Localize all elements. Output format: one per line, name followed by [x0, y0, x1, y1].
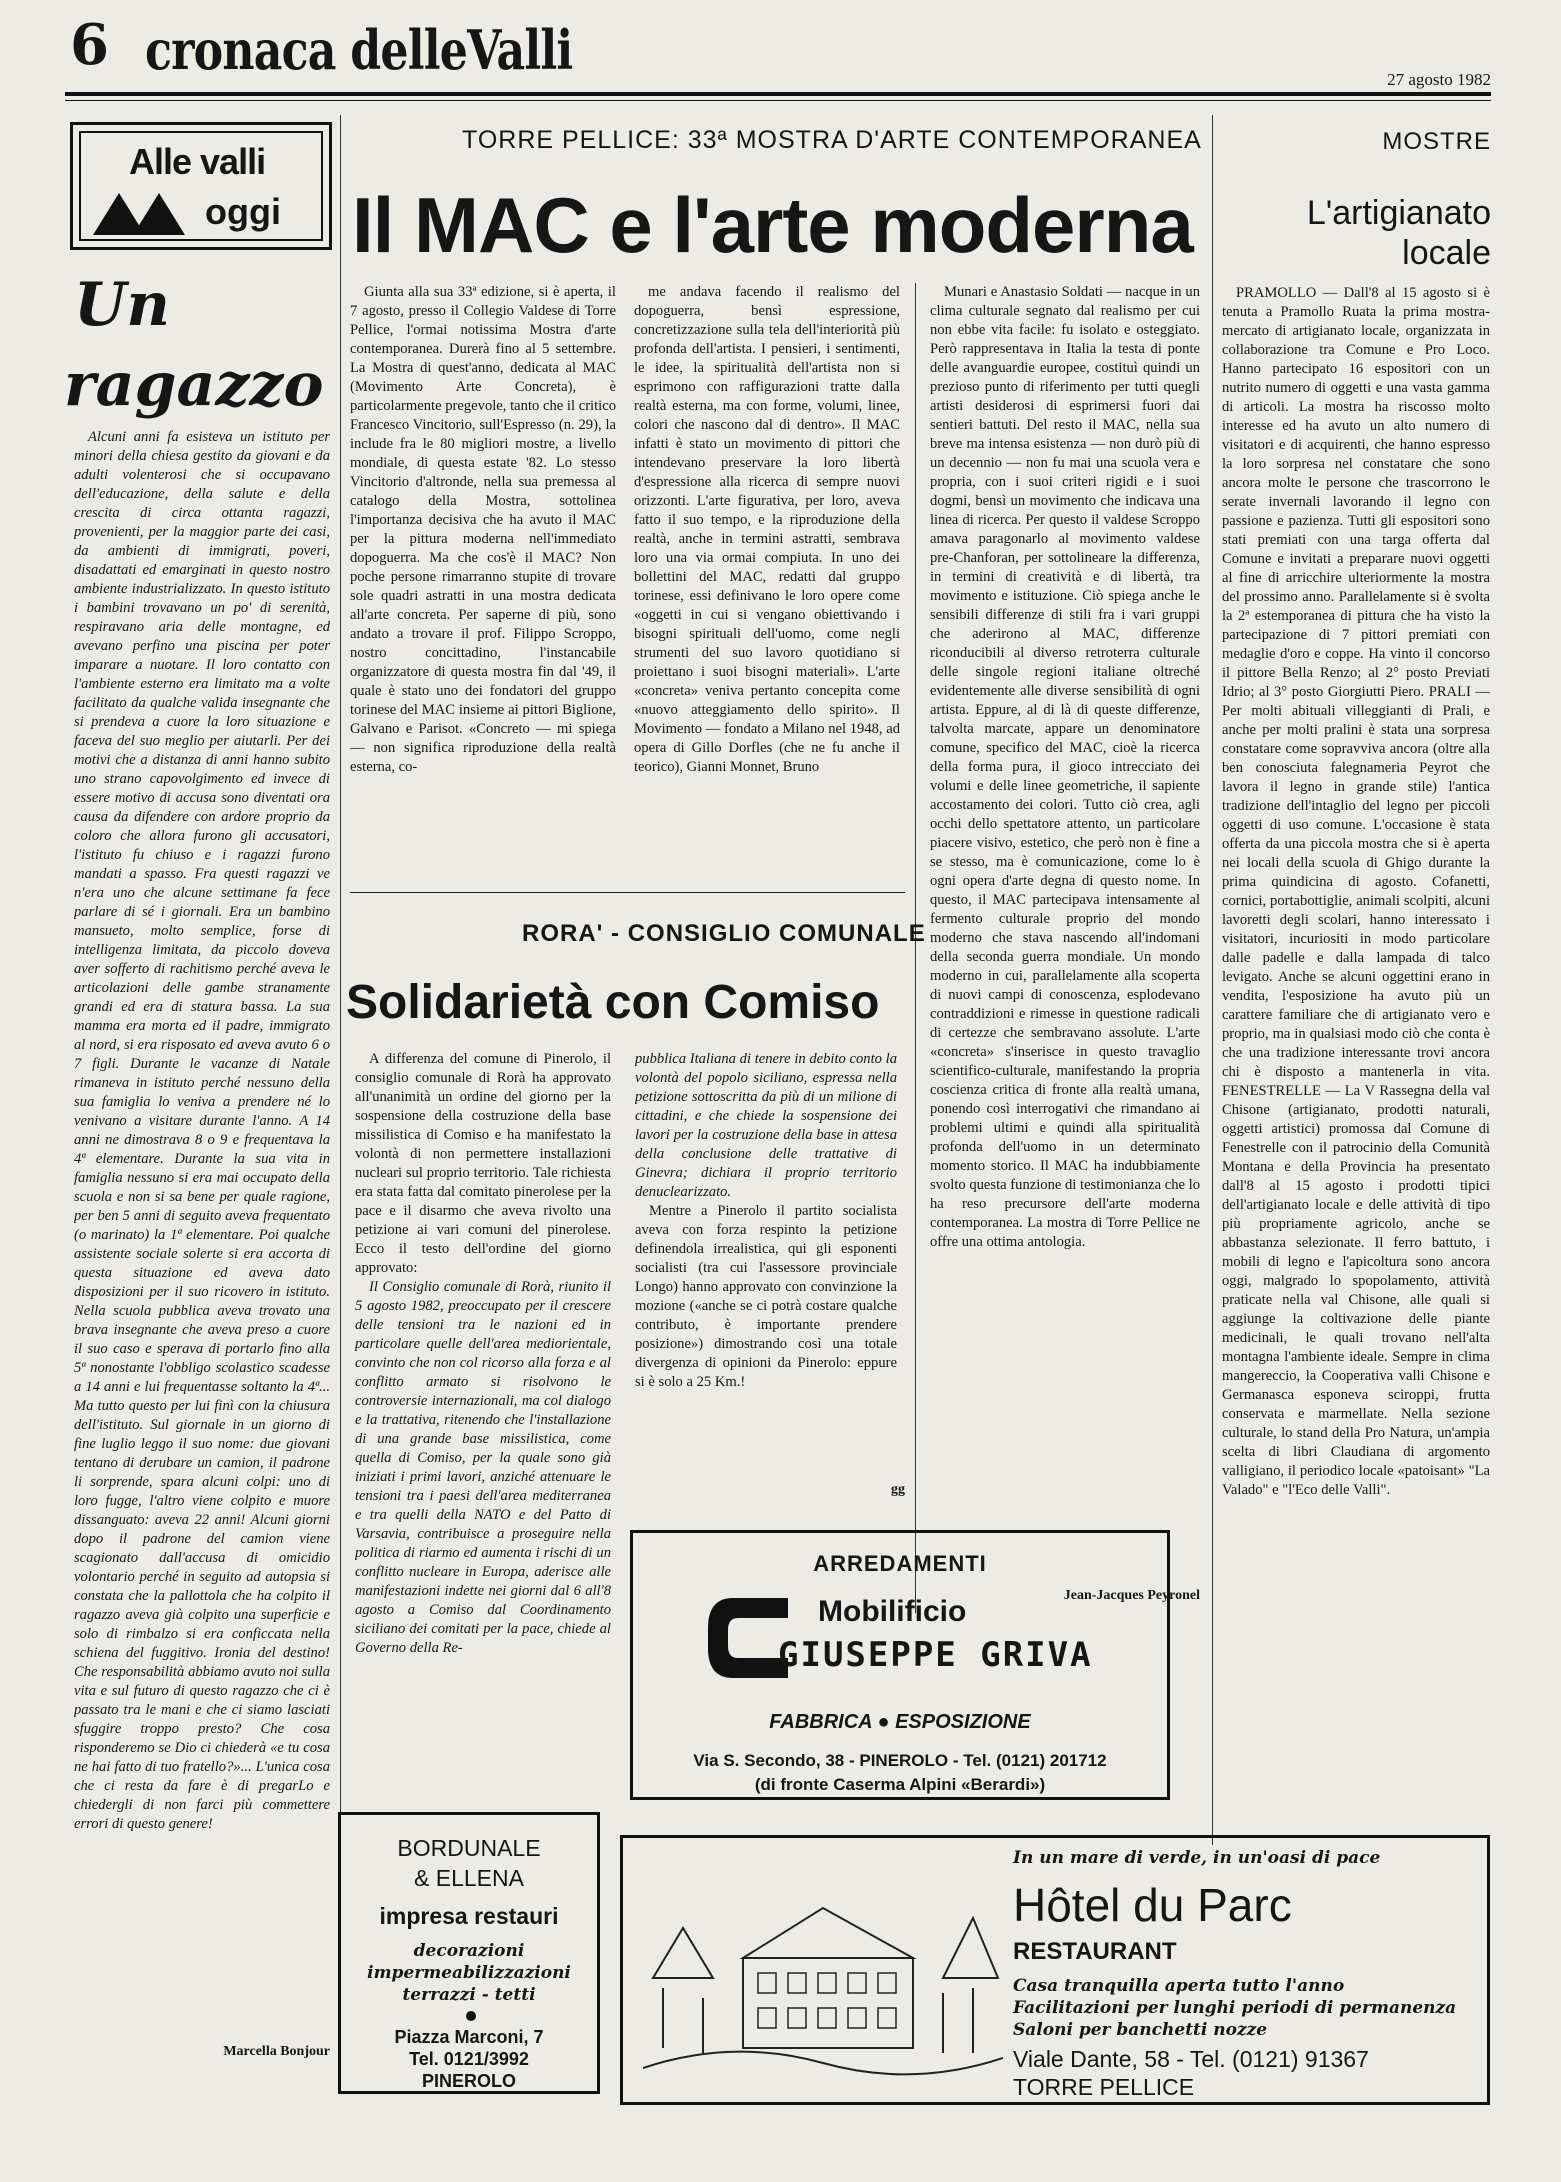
article-kicker: MOSTRE [1382, 128, 1491, 155]
ad-subtitle: FABBRICA ● ESPOSIZIONE [769, 1711, 1031, 1733]
ad-subtitle: RESTAURANT [1013, 1938, 1177, 1965]
article-body: Alcuni anni fa esisteva un istituto per minori della chiesa gestito da giovani e da adulti volenterosi che si occupavano dell'educazione, della salute e della crescita di circa ottanta ragazzi, provenienti, per la maggior parte dei casi, da ambienti di immigrati, poveri, disadattati ed emarginati in questo nostro ambiente industrializzato. In questo istituto i bambini trovavano un po' di serenità, respiravano aria delle montagne, ed avevano perfino una piscina per poter imparare a nuotare. Il loro contatto con l'ambiente esterno era limitato ma a volte facilitato da qualche valida insegnante che si prendeva a cuore la loro situazione e faceva del suo meglio per aiutarli. Per dei motivi che a distanza di anni hanno subito uno strano capovolgimento ed invece di essere motivo di accusa sono diventati ora causa da difendere con ardore proprio da coloro che allora furono gli accusatori, l'istituto fu chiuso e i ragazzi furono mandati a spasso. Fra questi ragazzi ve n'era uno che alcune settimane fa fece parlare di sé i giornali. Era un bambino mansueto, molto semplice, forse di intelligenza limitata, da piccolo doveva aver sofferto di rachitismo perché aveva le articolazioni delle gambe stranamente grandi ed era di statura bassa. La sua mamma era morta ed il padre, immigrato al nord, si era risposato ed aveva avuto 6 o 7 figli. Durante le vacanze di Natale rimaneva in istituto perché nessuno della sua famiglia lo veniva a prendere né lo venivano a visitare durante l'anno. A 14 anni ne dimostrava 8 o 9 e frequentava la 4ª elementare. Durante la sua vita in famiglia nessuno si era mai occupato della scuola e non si sa bene per quale ragione, per ben 5 anni di seguito aveva frequentato (o marinato) la 1ª elementare. Poi qualche assistente sociale solerte si era accorta di questa situazione ed aveva dato disposizioni per il suo ricovero in istituto. Nella scuola pubblica aveva trovato una brava insegnante che aveva preso a cuore il suo caso e sperava di portarlo fino alla 5ª nonostante l'obbligo scolastico scadesse a 14 anni e lui frequentasse soltanto la 4ª... Ma tutto questo per lui finì con la chiusura dell'istituto. Sul giornale in un giorno di fine luglio leggo il suo nome: due giovani tentano di derubare un camion, il padrone li sorprende, spara alcuni colpi: uno di loro fugge, l'altro viene colpito e muore dissanguato: aveva 22 anni! Alcuni giorni dopo il padrone del camion viene scagionato dall'accusa di omicidio volontario perché in seguito ad autopsia si constata che la pallottola che ha colpito il ragazzo aveva già colpito una superficie e solo di rimbalzo si era conficcata nella schiena del fuggitivo. Ironia del destino! Che responsabilità abbiamo avuto noi sulla vita e sul futuro di questo ragazzo che ci è passato tra le mani e che ci siamo lasciati sfuggire troppo presto? Che cosa risponderemo se Dio ci chiederà «e tu cosa ne hai fatto di tuo fratello?»... L'unica cosa che ci resta da fare è di pregarLo e chiedergli di non farci più commettere errori di questo genere! [74, 429, 330, 1832]
ad-address: Viale Dante, 58 - Tel. (0121) 91367 [1013, 2046, 1369, 2072]
bullet-icon [466, 2011, 476, 2021]
article-title-line2: ragazzo [64, 350, 324, 420]
ad-city: PINEROLO [421, 2071, 516, 2091]
ad-title: Hôtel du Parc [1013, 1879, 1292, 1931]
article-headline-line2: locale [1402, 234, 1491, 272]
masthead-rule-thin [65, 100, 1491, 101]
ad-service: impermeabilizzazioni [367, 1963, 571, 1983]
article-title-line1: Un [74, 270, 170, 340]
ad-title-line2: & ELLENA [414, 1865, 524, 1891]
ad-brand-line2: GIUSEPPE GRIVA [778, 1635, 1093, 1675]
ad-subtitle: impresa restauri [379, 1903, 559, 1929]
ad-feature: Saloni per banchetti nozze [1013, 2020, 1268, 2040]
column-divider [1212, 115, 1213, 1845]
ad-address: Piazza Marconi, 7 [394, 2027, 544, 2047]
article-headline: Il MAC e l'arte moderna [352, 181, 1193, 269]
ad-brand-line1: Mobilificio [818, 1595, 967, 1628]
page-number: 6 [70, 12, 109, 78]
column-divider [340, 115, 341, 2035]
ad-address-note: (di fronte Caserma Alpini «Berardi») [754, 1775, 1046, 1794]
ad-feature: Casa tranquilla aperta tutto l'anno [1013, 1976, 1345, 1996]
ad-address: Via S. Secondo, 38 - PINEROLO - Tel. (0121) 201712 [693, 1751, 1107, 1770]
article-column-2: pubblica Italiana di tenere in debito conto la volontà del popolo siciliano, espressa nella petizione sottoscritta da più di un milione di cittadini, e che chiede la sospensione dei lavori per la costruzione della base in attesa della conclusione delle trattative di Ginevra; dichiara il proprio territorio denuclearizzato. Mentre a Pinerolo il partito socialista aveva con forza respinto la petizione definendola irrealistica, qui gli esponenti socialisti (tra cui l'assessore provinciale Longo) hanno approvato con convinzione la mozione («anche se ci potrà costare qualche contributo, è importante prendere posizione») dimostrando così una totale divergenza di opinioni da Pinerolo: eppure si è solo a 25 Km.! [635, 1051, 897, 1390]
newspaper-title: cronaca delleValli [145, 18, 573, 82]
mountains-icon [93, 191, 191, 235]
column-divider [915, 283, 916, 1613]
article-signature: Marcella Bonjour [223, 2044, 330, 2059]
article-body: PRAMOLLO — Dall'8 al 15 agosto si è tenuta a Pramollo Ruata la prima mostra-mercato di artigianato locale, organizzata in collaborazione tra Comune e Pro Loco. Hanno partecipato 16 espositori con un nutrito numero di oggetti e una vasta gamma di articoli. La mostra ha riscosso molto interesse ed ha avuto un alto numero di visitatori e di acquirenti, che hanno espresso la loro sorpresa nel constatare che sono ancora molte le persone che trascorrono le serate invernali lavorando il legno con passione e pazienza. Tutti gli espositori sono stati premiati con una targa offerta dal Comune e invitati a preparare nuovi oggetti al fine di arricchire ulteriormente la mostra del prossimo anno. Parallelamente si è svolta la 2ª estemporanea di pittura che ha visto la partecipazione di 7 pittori premiati con medaglie d'oro e coppe. Ha vinto il concorso il pittore Bella Renzo; al 2° posto Previati Idrio; al 3° posto Giorgiutti Piero. PRALI — Per molti abituali villeggianti di Prali, e anche per molti pralini è stata una sorpresa constatare come sopravviva ancora (oltre alla ben conosciuta falegnameria Peyrot che lavora il legno in grande stile) l'antica tradizione dell'intaglio del legno per piccoli oggetti di uso comune. L'occasione è stata offerta da una piccola mostra che si è aperta nei locali della scuola di Ghigo durante la prima quindicina di agosto. Cofanetti, cornici, portabottiglie, animali scolpiti, alcuni lavoretti degli scolari, hanno interessato i visitatori, incuriositi in modo particolare dalle padelle e dalla lampada di talco levigato. Anche se alcuni oggettini erano in vendita, l'esposizione ha avuto più un carattere familiare che di artigianato vero e proprio, ma in qualsiasi modo ciò che conta è che una tradizione interessante trovi ancora chi è disposto a mantenerla in vita. FENESTRELLE — La V Rassegna della val Chisone (artigianato, prodotti naturali, oggetti artistici) promossa dal Comune di Fenestrelle con il patrocinio della Comunità Montana e della Provincia ha presentato dall'8 al 15 agosto i prodotti tipici dell'artigianato locale e delle attività di tipo più propriamente agricolo, anche se abbastanza selezionate. Il ferro battuto, i mobili di legno e l'apicoltura sono ancora oggi, malgrado lo spopolamento, attività praticate nella val Chisone, alle quali si aggiunge la coltivazione delle piante medicinali, le quali trovano nell'alta montagna l'ambiente ideale. Sempre in clima mangereccio, la Cooperativa valli Chisone e Germanasca esponeva sciroppi, frutta conservata e marmellate. Nella sezione culturale, lo stand della Pro Natura, un'ampia scelta di libri Claudiana di argomento valligiano, il periodico locale «patoisant» "La Valado" e "l'Eco delle Valli". [1222, 285, 1490, 1498]
advertisement-griva [630, 1530, 1170, 1800]
ad-city: TORRE PELLICE [1013, 2074, 1195, 2100]
article-signature: gg [891, 1482, 905, 1497]
ad-title: BORDUNALE [397, 1835, 541, 1861]
article-headline-line1: L'artigianato [1306, 194, 1491, 232]
masthead-rule [65, 92, 1491, 96]
article-column-1: Giunta alla sua 33ª edizione, si è aperta, il 7 agosto, presso il Collegio Valdese di Torre Pellice, l'ormai notissima Mostra d'arte contemporanea. Durerà fino al 5 settembre. La Mostra di quest'anno, dedicata al MAC (Movimento Arte Concreta), è particolarmente pregevole, tanto che il critico Francesco Vincitorio, sull'Espresso (n. 29), la include fra le 80 migliori mostre, a livello mondiale, di questa estate '82. Lo stesso Vincitorio d'altronde, nella sua premessa al catalogo della Mostra, sottolinea l'importanza decisiva che ha avuto il MAC per la pittura moderna nell'immediato dopoguerra. Ma che cos'è il MAC? Non poche persone rimarranno stupite di trovare sole quadri astratti in una mostra dedicata all'arte concreta. Per saperne di più, sono andato a trovare il prof. Filippo Scroppo, nostro concittadino, l'instancabile organizzatore di questa mostra fin dal '49, il quale è stato uno dei fondatori del gruppo torinese del MAC insieme ai pittori Biglione, Galvano e Parisot. «Concreto — mi spiega — non significa riproduzione della realtà esterna, co- [350, 284, 616, 775]
column-logo-line1: Alle valli [129, 141, 266, 182]
article-kicker: RORA' - CONSIGLIO COMUNALE [522, 920, 926, 947]
column-logo [70, 122, 332, 250]
article-signature: Jean-Jacques Peyronel [1063, 1588, 1200, 1603]
ad-service: decorazioni [413, 1941, 525, 1961]
ad-feature: Facilitazioni per lunghi periodi di permanenza [1013, 1998, 1457, 2018]
article-headline: Solidarietà con Comiso [346, 976, 880, 1029]
section-divider [350, 892, 905, 893]
ad-category: ARREDAMENTI [813, 1551, 987, 1576]
issue-date: 27 agosto 1982 [1387, 70, 1491, 89]
column-logo-line2: oggi [205, 191, 281, 232]
ad-tagline: In un mare di verde, in un'oasi di pace [1013, 1848, 1381, 1868]
ad-service: terrazzi - tetti [402, 1985, 536, 2005]
advertisement-bordunale [338, 1812, 600, 2094]
ad-phone: Tel. 0121/3992 [409, 2049, 529, 2069]
article-column-1: A differenza del comune di Pinerolo, il consiglio comunale di Rorà ha approvato all'unanimità un ordine del giorno per la sospensione della costruzione della base missilistica di Comiso e ha manifestato la volontà di non permettere installazioni nucleari sul proprio territorio. Tale richiesta era stata fatta dal comitato pinerolese per la pace e il disarmo che aveva rivolto una petizione ai vari comuni del pinerolese. Ecco il testo dell'ordine del giorno approvato: Il Consiglio comunale di Rorà, riunito il 5 agosto 1982, preoccupato per il crescere delle tensioni tra le nazioni ed in particolare quelle dell'area mediorientale, convinto che non col ricorso alla forza e al conflitto armato si risolvono le controversie internazionali, ma col dialogo e la trattativa, ritenendo che l'installazione di una grande base missilistica, come quella di Comiso, per la quale sono già iniziati i primi lavori, anziché attenuare le tensioni tra i paesi dell'area mediterranea e tra quelli della NATO e del Patto di Varsavia, contribuisce a proseguire nella politica di riarmo ed aumenta i rischi di un conflitto nucleare in Europa, aderisce alle manifestazioni indette nei giorni dal 6 all'8 agosto a Comiso dal Coordinamento siciliano dei comitati per la pace, chiede al Governo della Re- [355, 1051, 611, 1656]
article-column-3: Munari e Anastasio Soldati — nacque in un clima culturale segnato dal realismo per cui non ebbe vita facile: fu isolato e osteggiato. Però rappresentava in Italia la testa di ponte delle avanguardie europee, costituì quindi un prezioso punto di riferimento per tutti quegli artisti desiderosi di esprimersi fuori dai sentieri battuti. Del resto il MAC, nella sua breve ma intensa esistenza — non durò più di un decennio — non fu mai una scuola vera e propria, con i suoi criteri rigidi e i suoi dogmi, bensì un movimento che indicava una linea di ricerca. Per questo il valdese Scroppo amava paragonarlo al movimento valdese pre-Chanforan, per sottolineare la differenza, in termini di creatività e di libertà, tra movimento e istituzione. Ciò spiega anche le sensibili differenze di stili fra i vari gruppi che aderirono al MAC, differenze riconducibili al diverso retroterra culturale delle singole regioni italiane oltreché evidentemente alle diverse sensibilità di ogni artista. Eppure, al di là di queste differenze, talvolta marcate, appare un denominatore comune, specifico del MAC, cioè la ricerca della forma pura, il gioco intrecciato dei volumi e delle linee geometriche, il sapiente accostamento dei colori. Tutto ciò crea, agli occhi dello spettatore attento, un particolare piacere visivo, estetico, che però non è fine a se stesso, ma è comunicazione, come lo è ogni opera d'arte degna di questo nome. In questo, il MAC partecipava intensamente al fermento culturale proprio del mondo moderno che stava nascendo all'indomani della seconda guerra mondiale. Un mondo moderno in cui, parallelamente alla scoperta di nuovi campi di conoscenza, esplodevano contraddizioni e rimesse in questione radicali di certezze che sembravano assolute. L'arte «concreta» s'inserisce in questo travaglio scientifico-culturale, manifestando la propria coscienza critica di fronte alla realtà umana, ponendo così interrogativi che rimandano ai problemi ultimi e quindi alla spiritualità profonda dell'uomo in un determinato momento storico. Il MAC ha indubbiamente svolto questa funzione di testimonianza che lo ha reso precursore dell'arte moderna contemporanea. La mostra di Torre Pellice ne offre una ottima antologia. [930, 284, 1200, 1250]
article-column-2: me andava facendo il realismo del dopoguerra, bensì espressione, concretizzazione sulla tela dell'interiorità più profonda dell'artista. I pensieri, i sentimenti, le idee, la spiritualità dell'artista non si esprimono con raffigurazioni tratte dalla realtà esterna, ma con forme, volumi, linee, colori che nascono dal di dentro». Il MAC infatti è stato un movimento di pittori che intendevano preservare la loro libertà d'espressione alla ricerca di sempre nuovi orizzonti. L'arte figurativa, per loro, aveva fatto il suo tempo, e la riproduzione della realtà, anche in termini astratti, sembrava loro una via ormai compiuta. In uno dei bollettini del MAC, redatti dal gruppo torinese, essi definivano le loro opere come «oggetti in cui si vengano obiettivando i bisogni spirituali dell'uomo, come negli strumenti del suo lavoro quotidiano si proiettano i suoi bisogni materiali». L'arte «concreta» veniva pertanto concepita come «nuovo atteggiamento dello spirito». Il Movimento — fondato a Milano nel 1948, ad opera di Gillo Dorfles (che ne fu anche il teorico), Gianni Monnet, Bruno [634, 284, 900, 775]
article-kicker: TORRE PELLICE: 33ª MOSTRA D'ARTE CONTEMPORANEA [462, 126, 1202, 154]
advertisement-hotel [620, 1835, 1490, 2105]
hotel-illustration-icon [643, 1868, 1003, 2088]
